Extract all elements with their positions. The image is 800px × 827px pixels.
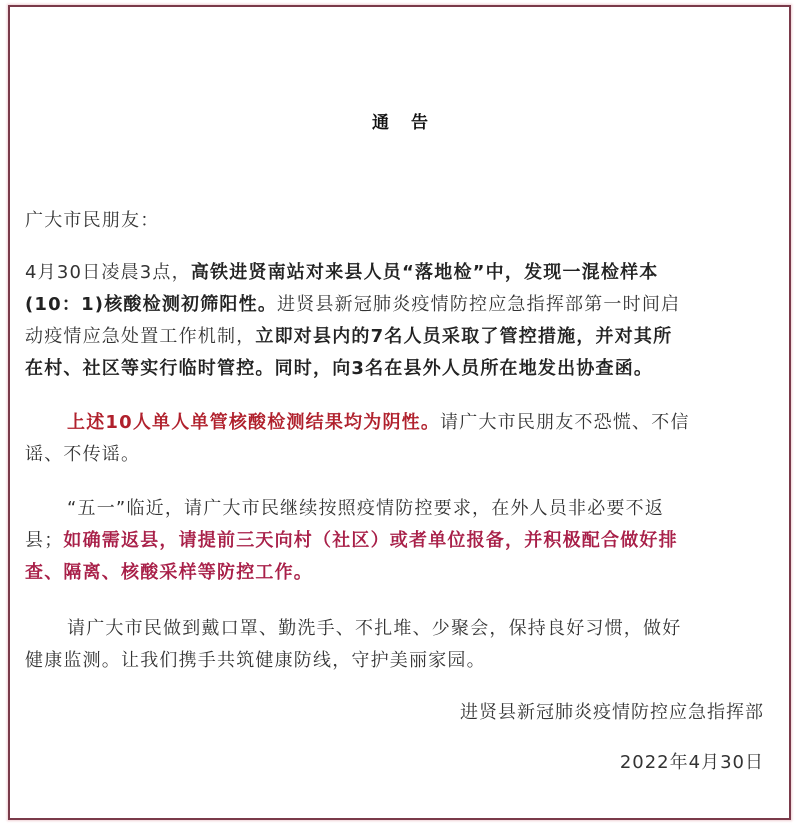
paragraph-3-line-2 (25, 529, 678, 553)
date: 2022年4月30日 (619, 752, 764, 773)
highlight-crimson-text: 查、隔离、核酸采样等防控工作。 (25, 562, 313, 583)
text-segment-bold: 在村、社区等实行临时管控。同时，向3名在县外人员所在地发出协查函。 (25, 358, 654, 379)
text-segment: “五一”临近，请广大市民继续按照疫情防控要求，在外人员非必要不返 (67, 498, 665, 519)
paragraph-3-line-3 (25, 561, 313, 585)
paragraph-1-line-1 (25, 261, 658, 285)
text-segment: 健康监测。让我们携手共筑健康防线，守护美丽家园。 (25, 650, 486, 671)
highlight-crimson-text: 如确需返县，请提前三天向村（社区）或者单位报备，并积极配合做好排 (63, 530, 678, 551)
paragraph-2-line-2 (25, 443, 140, 467)
highlight-red-text: 上述10人单人单管核酸检测结果均为阴性。 (67, 412, 441, 433)
paragraph-3-line-1 (67, 497, 664, 521)
notice-title: 通 告 (372, 113, 436, 133)
text-segment: 请广大市民做到戴口罩、勤洗手、不扎堆、少聚会，保持良好习惯，做好 (67, 618, 682, 639)
paragraph-1-line-2 (25, 293, 680, 317)
text-segment: 进贤县新冠肺炎疫情防控应急指挥部第一时间启 (277, 294, 681, 315)
paragraph-1-line-3 (25, 325, 672, 349)
text-segment: 请广大市民朋友不恐慌、不信 (440, 412, 690, 433)
greeting: 广大市民朋友： (25, 210, 160, 231)
paragraph-4-line-1 (67, 617, 681, 641)
paragraph-1-line-4 (25, 357, 653, 381)
paragraph-2-line-1 (67, 411, 690, 435)
text-segment-bold: 高铁进贤南站对来县人员“落地检”中，发现一混检样本 (190, 262, 659, 283)
text-segment-bold: 立即对县内的7名人员采取了管控措施，并对其所 (255, 326, 673, 347)
text-segment: 县； (25, 530, 64, 551)
paragraph-4-line-2 (25, 649, 486, 673)
signature: 进贤县新冠肺炎疫情防控应急指挥部 (460, 702, 764, 723)
text-segment: 动疫情应急处置工作机制， (25, 326, 256, 347)
text-segment: 谣、不传谣。 (25, 444, 141, 465)
text-segment-bold: (10：1)核酸检测初筛阳性。 (25, 294, 278, 315)
text-segment: 4月30日凌晨3点， (25, 262, 191, 283)
